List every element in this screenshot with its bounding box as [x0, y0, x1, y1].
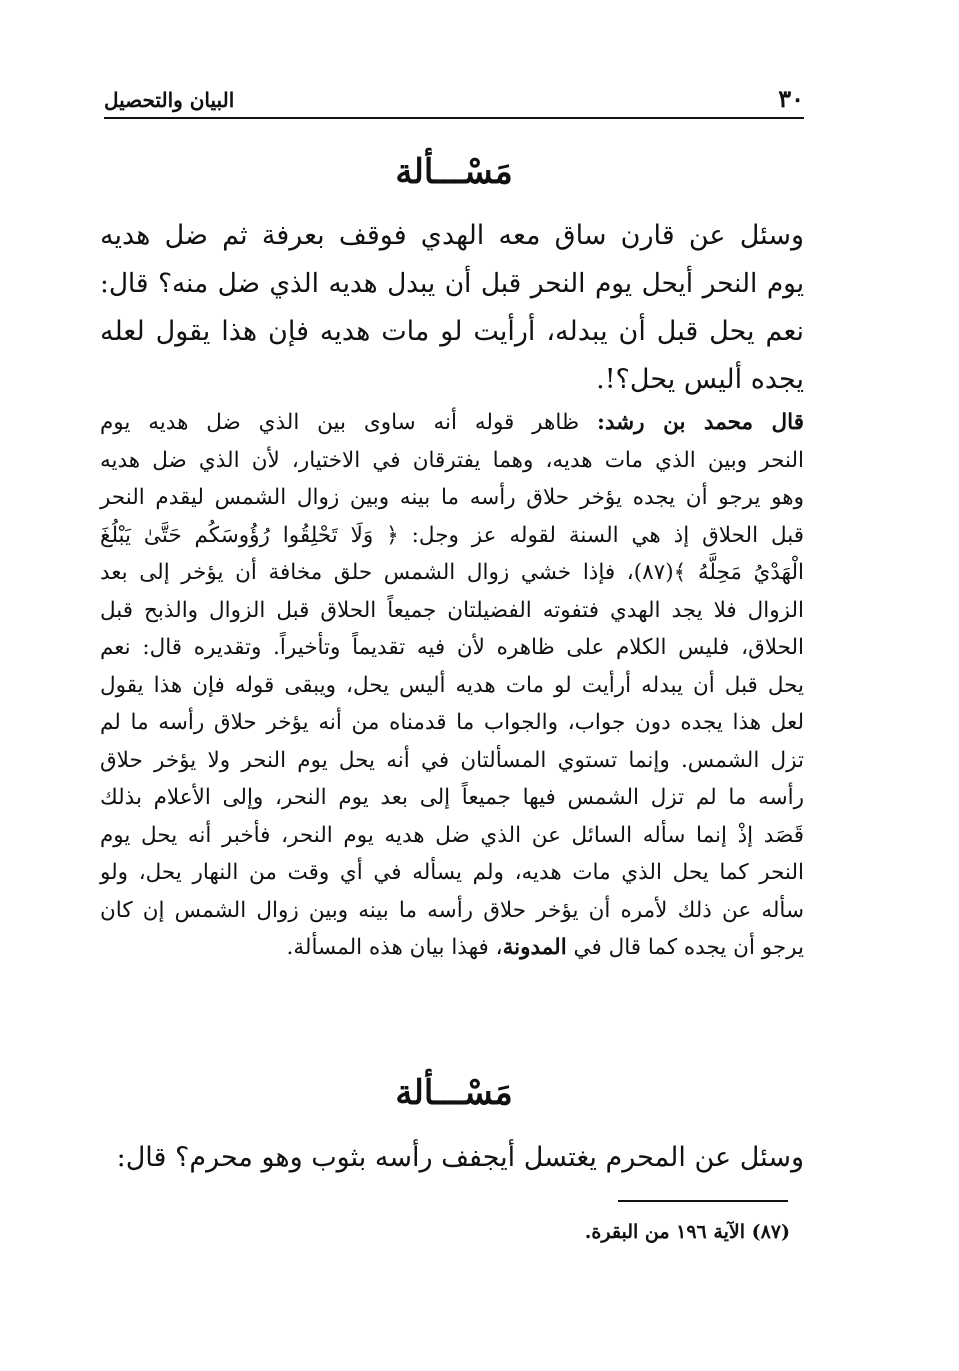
answer-line: الْهَدْيُ مَحِلَّهُ ﴾(٨٧)، فإذا خشي زوال الشمس حلق مخافة أن يؤخر إلى بعد [100, 560, 804, 585]
answer-line: النحر وبين الذي مات هديه، وهما يفترقان في الاختيار، لأن الذي ضل هديه [100, 447, 804, 473]
answer-line: تزل الشمس. وإنما تستوي المسألتان في أنه يحل يوم النحر ولا يؤخر حلاق [100, 747, 804, 773]
section-heading-1: مَسْـــألة [395, 152, 513, 192]
footnote: (٨٧) الآية ١٩٦ من البقرة. [584, 1221, 790, 1243]
answer-line [100, 929, 804, 967]
answer-line: لعل هذا يجده دون جواب، والجواب ما قدمناه من أنه يؤخر حلاق رأسه ما لم [100, 710, 804, 735]
answer-line: يحل قبل أن يبدله أرأيت لو مات هديه أليس يحل، ويبقى قوله فإن هذا يقول [100, 672, 804, 698]
answer-line: النحر كما يحل الذي مات هديه، ولم يسأله في أي وقت من النهار يحل، ولو [100, 860, 804, 885]
header-rule [104, 117, 804, 119]
page-number: ٣٠ [778, 84, 804, 113]
answer-line: قَصَد إذْ إنما سأله السائل عن الذي ضل هديه يوم النحر، فأخبر أنه يحل يوم [100, 822, 804, 848]
answer-last-text: يرجو أن يجده كما قال في [573, 935, 804, 960]
source-title: المدونة [502, 935, 567, 960]
question-line: يجده أليس يحل؟!. [596, 364, 804, 395]
answer-first-line-text: ظاهر قوله أنه ساوى بين الذي ضل هديه يوم [100, 410, 580, 435]
footnote-rule [618, 1200, 788, 1202]
question-line: نعم يحل قبل أن يبدله، أرأيت لو مات هديه فإن هذا يقول لعله [100, 316, 804, 347]
answer-line: وهو يرجو أن يجده يؤخر حلاق رأسه ما بينه وبين زوال الشمس ليقدم النحر [100, 485, 804, 510]
answer-line: الحلاق، فليس الكلام على ظاهره لأن فيه تقديماً وتأخيراً. وتقديره قال: نعم [100, 635, 804, 660]
answer-speaker: قال محمد بن رشد: [596, 410, 805, 435]
section-heading-2: مَسْـــألة [395, 1073, 513, 1113]
question-paragraph-2 [100, 1134, 804, 1182]
question-line: يوم النحر أيحل يوم النحر قبل أن يبدل هديه الذي ضل منه؟ قال: [100, 269, 804, 299]
answer-last-tail: ، فهذا بيان هذه المسألة. [286, 935, 503, 960]
answer-line [100, 404, 804, 442]
book-title: البيان والتحصيل [104, 88, 235, 112]
running-header [104, 84, 804, 118]
answer-line: قبل الحلاق إذ هي السنة لقوله عز وجل: ﴿ وَلَا تَحْلِقُوا رُؤُوسَكُم حَتَّىٰ يَبْلُغَ [100, 522, 804, 548]
answer-line: رأسه ما لم تزل الشمس فيها جميعاً إلى بعد يوم النحر، وإلى الأعلام بذلك [100, 785, 804, 810]
question-paragraph-1 [100, 212, 804, 404]
answer-line: الزوال فلا يجد الهدي فتفوته الفضيلتان جميعاً الحلاق قبل الزوال والذبح قبل [100, 597, 804, 623]
answer-paragraph [100, 404, 804, 967]
question-line: وسئل عن قارن ساق معه الهدي فوقف بعرفة ثم ضل هديه [100, 220, 804, 251]
question-line: وسئل عن المحرم يغتسل أيجفف رأسه بثوب وهو محرم؟ قال: [116, 1142, 804, 1173]
answer-line: سأله عن ذلك لأمره أن يؤخر حلاق رأسه ما بينه وبين زوال الشمس إن كان [100, 897, 804, 923]
